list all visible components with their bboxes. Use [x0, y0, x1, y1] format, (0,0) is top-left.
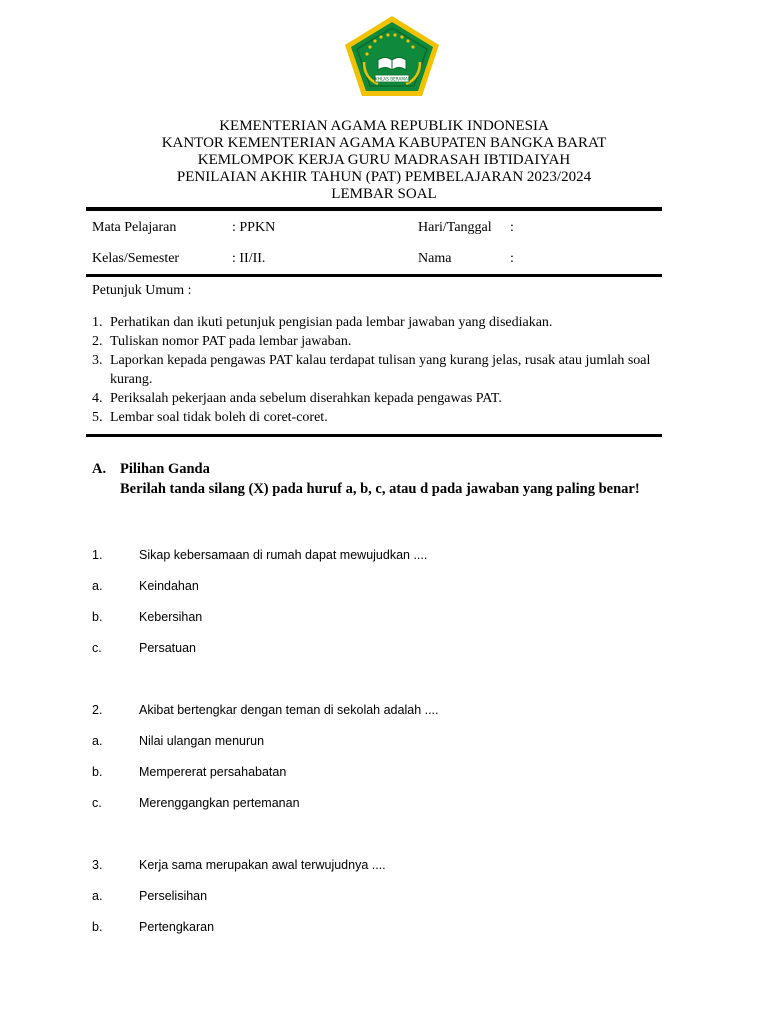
info-divider — [86, 274, 662, 277]
option-text[interactable]: Keindahan — [139, 579, 199, 593]
option-text[interactable]: Persatuan — [139, 641, 196, 655]
question-number: 1. — [92, 548, 103, 562]
instructions-list — [92, 313, 662, 427]
option-letter[interactable]: a. — [92, 579, 103, 593]
option-text[interactable]: Kebersihan — [139, 610, 203, 624]
class-value: : II/II. — [232, 251, 266, 266]
name-label: Nama — [418, 251, 452, 266]
svg-text:IKHLAS BERAMAL: IKHLAS BERAMAL — [373, 76, 411, 82]
section-title: Pilihan Ganda — [120, 461, 210, 477]
option-text[interactable]: Perselisihan — [139, 889, 208, 903]
day-value: : — [510, 220, 514, 235]
header-divider — [86, 207, 662, 211]
header-sheet-title: LEMBAR SOAL — [331, 186, 437, 202]
kemenag-logo-icon — [342, 14, 442, 98]
option-text[interactable]: Merenggangkan pertemanan — [139, 796, 300, 810]
question-text: Akibat bertengkar dengan teman di sekolah adalah .... — [139, 703, 439, 717]
section-multiple-choice — [92, 459, 662, 499]
section-letter: A. — [92, 461, 107, 477]
option-letter[interactable]: c. — [92, 641, 102, 655]
section-instruction: Berilah tanda silang (X) pada huruf a, b, c, atau d pada jawaban yang paling benar! — [120, 481, 640, 497]
list-item: 4. Periksalah pekerjaan anda sebelum diserahkan kepada pengawas PAT. — [92, 391, 502, 406]
option-letter[interactable]: b. — [92, 920, 103, 934]
option-text[interactable]: Mempererat persahabatan — [139, 765, 287, 779]
question-number: 2. — [92, 703, 103, 717]
header-working-group: KEMLOMPOK KERJA GURU MADRASAH IBTIDAIYAH — [197, 152, 571, 168]
instructions-divider — [86, 434, 662, 437]
list-item: 3. Laporkan kepada pengawas PAT kalau terdapat tulisan yang kurang jelas, rusak atau jumlah soal kurang. — [92, 353, 651, 387]
instructions-title: Petunjuk Umum : — [92, 283, 192, 298]
name-value: : — [510, 251, 514, 266]
header-exam-title: PENILAIAN AKHIR TAHUN (PAT) PEMBELAJARAN 2023/2024 — [176, 169, 592, 185]
question-text: Kerja sama merupakan awal terwujudnya .... — [139, 858, 386, 872]
document-header — [0, 118, 768, 203]
class-label: Kelas/Semester — [92, 251, 180, 266]
list-item: 1. Perhatikan dan ikuti petunjuk pengisian pada lembar jawaban yang disediakan. — [92, 315, 553, 330]
list-item: 2. Tuliskan nomor PAT pada lembar jawaban. — [92, 334, 352, 349]
option-letter[interactable]: a. — [92, 889, 103, 903]
list-item: 5. Lembar soal tidak boleh di coret-coret. — [92, 410, 328, 425]
subject-value: : PPKN — [232, 220, 276, 235]
option-letter[interactable]: b. — [92, 765, 103, 779]
option-text[interactable]: Nilai ulangan menurun — [139, 734, 265, 748]
header-office: KANTOR KEMENTERIAN AGAMA KABUPATEN BANGKA BARAT — [161, 135, 607, 151]
option-letter[interactable]: b. — [92, 610, 103, 624]
question-number: 3. — [92, 858, 103, 872]
header-ministry: KEMENTERIAN AGAMA REPUBLIK INDONESIA — [219, 118, 549, 134]
day-label: Hari/Tanggal — [418, 220, 492, 235]
option-text[interactable]: Pertengkaran — [139, 920, 215, 934]
question-text: Sikap kebersamaan di rumah dapat mewujudkan .... — [139, 548, 428, 562]
option-letter[interactable]: a. — [92, 734, 103, 748]
subject-label: Mata Pelajaran — [92, 220, 177, 235]
option-letter[interactable]: c. — [92, 796, 102, 810]
